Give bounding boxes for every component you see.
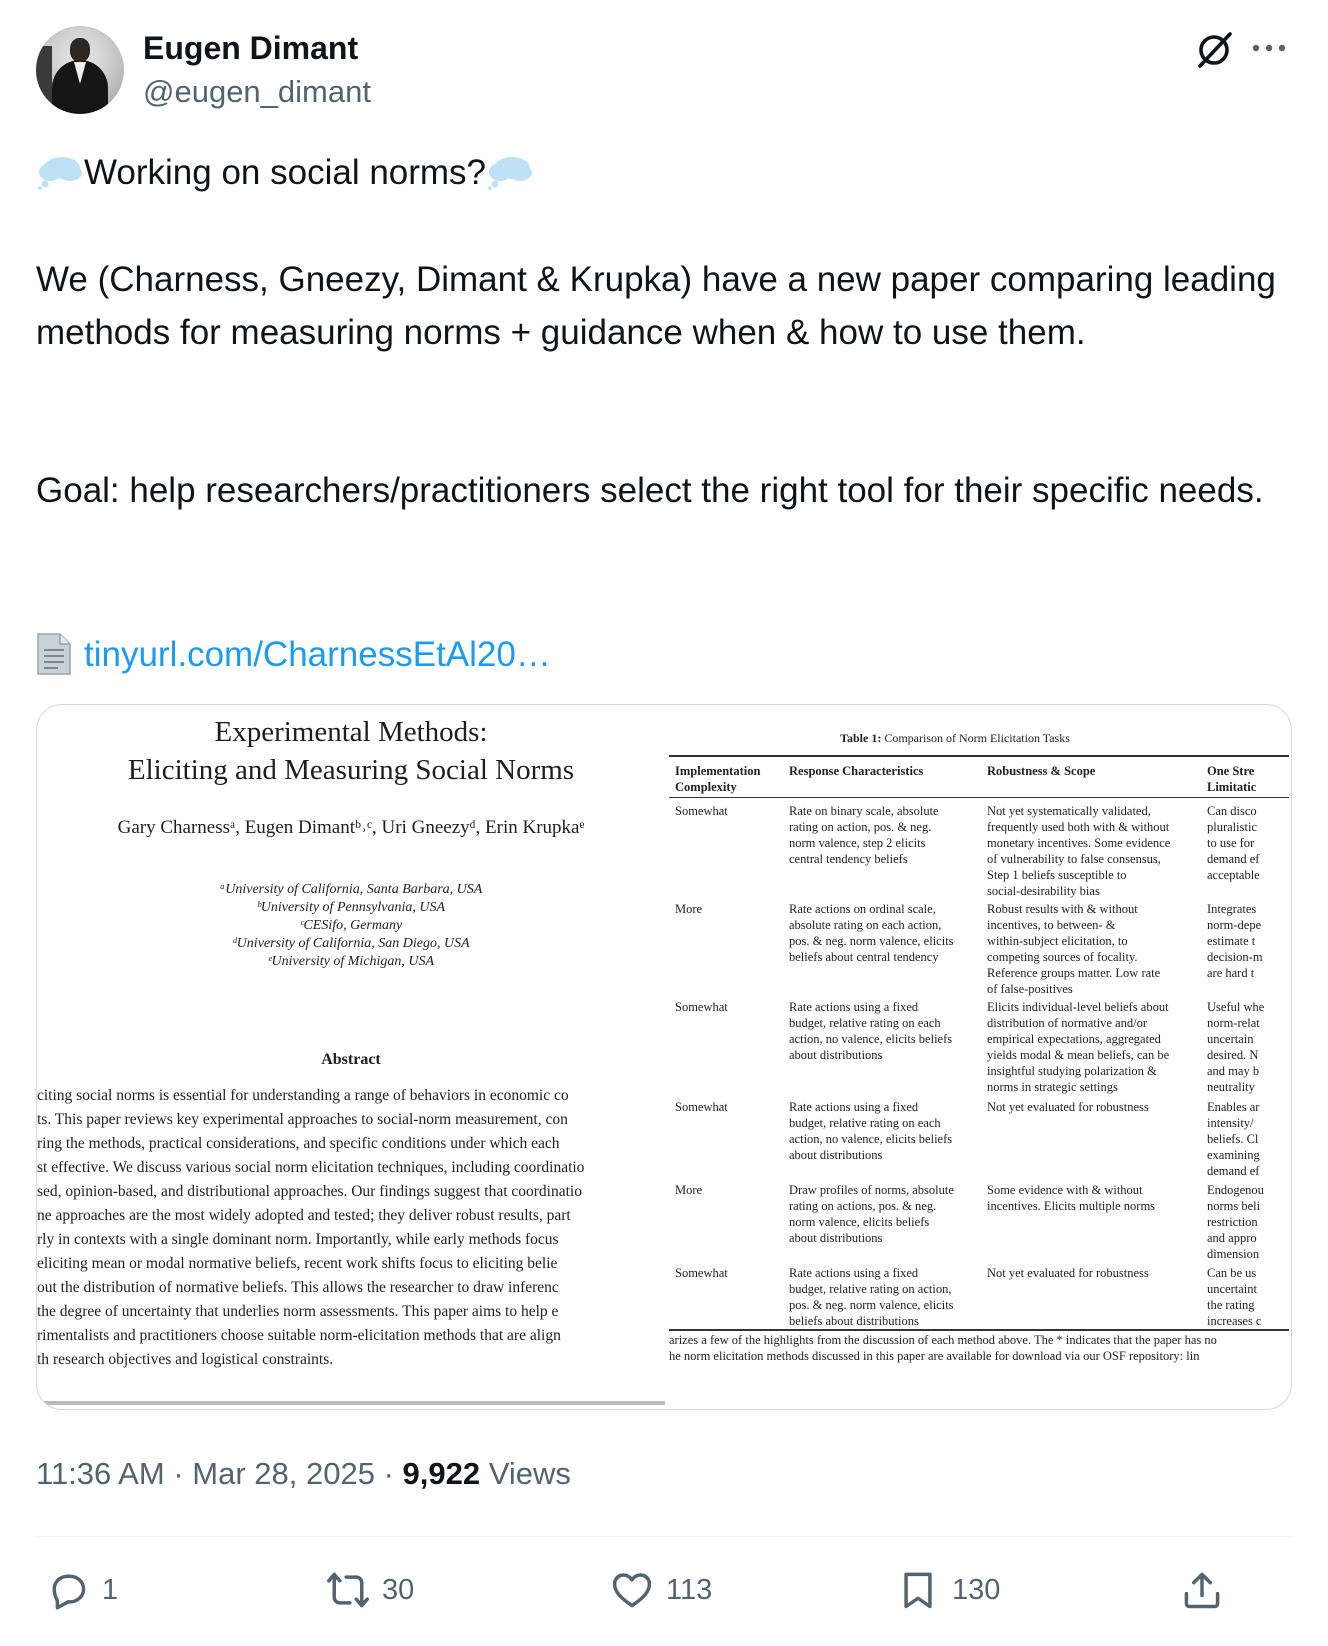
table-header: Robustness & Scope [987, 764, 1096, 778]
like-button[interactable] [610, 1566, 712, 1614]
table-cell: Not yet evaluated for robustness [987, 1266, 1149, 1280]
abstract-line: out the distribution of normative beliefs. This allows the researcher to draw inferenc [37, 1279, 559, 1296]
thought-balloon-icon [486, 154, 534, 190]
table-cell: Integrates norm-depe estimate t decision-m are hard t [1207, 902, 1263, 980]
table-cell: Draw profiles of norms, absolute rating on actions, pos. & neg. norm valence, elicits beliefs about distributions [789, 1183, 954, 1245]
paper-title-line-1: Experimental Methods: [214, 716, 488, 748]
paper-link[interactable] [36, 628, 551, 681]
table-cell: Not yet systematically validated, frequently used both with & without monetary incentives. Some evidence of vulnerability to false consensus, Step 1 beliefs susceptible to social-desirability bias [987, 804, 1171, 898]
abstract-line: th research objectives and logistical constraints. [37, 1351, 334, 1368]
paper-affiliation: ᵈUniversity of California, San Diego, USA [232, 936, 470, 951]
paper-link-text[interactable]: tinyurl.com/CharnessEtAl20… [84, 635, 551, 674]
divider [36, 1536, 1292, 1537]
table-footnote: he norm elicitation methods discussed in this paper are available for download via our OSF repository: lin [669, 1349, 1200, 1363]
views-count: 9,922 [402, 1456, 481, 1491]
paper-affiliation: ᶜCESifo, Germany [299, 918, 403, 933]
tweet-paragraph-2: We (Charness, Gneezy, Dimant & Krupka) have a new paper comparing leading methods for measuring norms + guidance when & how to use them. [36, 260, 1276, 352]
table-cell: Can be us uncertaint the rating increases c [1207, 1266, 1262, 1328]
tweet-date[interactable]: Mar 28, 2025 [192, 1456, 375, 1491]
share-icon [1180, 1568, 1224, 1612]
table-footnote: arizes a few of the highlights from the discussion of each method above. The * indicates that the paper has no [669, 1333, 1217, 1347]
reply-icon [46, 1568, 90, 1612]
table-cell: Enables ar intensity/ beliefs. Cl examining demand ef [1207, 1100, 1260, 1178]
bookmark-button[interactable] [896, 1566, 1000, 1614]
abstract-line: citing social norms is essential for understanding a range of behaviors in economic co [37, 1087, 569, 1104]
table-cell: Rate actions using a fixed budget, relative rating on each action, no valence, elicits beliefs about distributions [789, 1100, 953, 1162]
abstract-line: the degree of uncertainty that underlies norm assessments. This paper aims to help e [37, 1303, 559, 1320]
table-caption: Table 1: Comparison of Norm Elicitation Tasks [840, 731, 1070, 745]
like-count: 113 [666, 1573, 713, 1606]
table-cell: Somewhat [675, 1266, 728, 1280]
paper-affiliation: ᵉUniversity of Michigan, USA [267, 954, 435, 969]
author-handle[interactable]: @eugen_dimant [143, 74, 371, 109]
tweet-line-1 [36, 146, 1298, 199]
abstract-line: st effective. We discuss various social norm elicitation techniques, including coordinatio [37, 1159, 585, 1176]
table-cell: Rate actions on ordinal scale, absolute rating on each action, pos. & neg. norm valence, elicits beliefs about central tendency [789, 902, 954, 964]
abstract-line: rimentalists and practitioners choose suitable norm-elicitation methods that are align [37, 1327, 561, 1344]
abstract-line: rly in contexts with a single dominant norm. Importantly, while early methods focus [37, 1231, 559, 1248]
table-cell: Somewhat [675, 804, 728, 818]
comparison-table [665, 705, 1292, 1410]
table-cell: Rate actions using a fixed budget, relative rating on action, pos. & neg. norm valence, elicits beliefs about distributions [789, 1266, 954, 1328]
abstract-line: ts. This paper reviews key experimental approaches to social-norm measurement, con [37, 1111, 568, 1128]
table-header: Response Characteristics [789, 764, 924, 778]
views-label: Views [488, 1456, 571, 1491]
paper-affiliation: ᵇUniversity of Pennsylvania, USA [256, 900, 446, 915]
paper-authors: Gary Charnessᵃ, Eugen Dimantᵇ˒ᶜ, Uri Gneezyᵈ, Erin Krupkaᵉ [117, 817, 585, 838]
table-cell: Endogenou norms beli restriction and appro dimension [1207, 1183, 1264, 1261]
tweet-headline: Working on social norms? [84, 153, 487, 192]
bookmark-icon [896, 1568, 940, 1612]
document-icon [36, 632, 72, 676]
tweet-meta: 11:36 AM · Mar 28, 2025 · 9,922 Views [36, 1456, 571, 1491]
reply-button[interactable] [46, 1566, 118, 1614]
paper-title-line-2: Eliciting and Measuring Social Norms [127, 754, 575, 786]
avatar[interactable] [36, 26, 124, 114]
table-cell: Rate on binary scale, absolute rating on action, pos. & neg. norm valence, step 2 elicits central tendency beliefs [789, 804, 939, 866]
abstract-line: ne approaches are the most widely adopted and tested; they deliver robust results, part [37, 1207, 571, 1224]
tweet-paragraph-3: Goal: help researchers/practitioners select the right tool for their specific needs. [36, 471, 1264, 510]
table-cell: More [675, 1183, 703, 1197]
table-cell: Elicits individual-level beliefs about distribution of normative and/or empirical expectations, aggregated yields modal & mean beliefs, can be insightful studying polarization & norms in strategic settings [987, 1000, 1170, 1094]
table-cell: More [675, 902, 703, 916]
paper-first-page [37, 705, 665, 1405]
heart-icon [610, 1568, 654, 1612]
author-display-name[interactable]: Eugen Dimant [143, 30, 359, 66]
bookmark-count: 130 [952, 1573, 1001, 1606]
table-cell: Somewhat [675, 1100, 728, 1114]
share-button[interactable] [1180, 1566, 1236, 1614]
grok-icon[interactable] [1194, 30, 1234, 70]
repost-button[interactable] [326, 1566, 414, 1614]
table-cell: Robust results with & without incentives, to between- & within-subject elicitation, to competing sources of focality. Reference groups matter. Low rate of false-positives [987, 902, 1161, 996]
table-header: Implementation Complexity [675, 764, 761, 794]
table-cell: Some evidence with & without incentives. Elicits multiple norms [987, 1183, 1156, 1213]
table-cell: Somewhat [675, 1000, 728, 1014]
abstract-line: sed, opinion-based, and distributional approaches. Our findings suggest that coordinatio [37, 1183, 582, 1200]
abstract-line: eliciting mean or modal normative beliefs, recent work shifts focus to eliciting belie [37, 1255, 558, 1272]
table-header: One Stre Limitatic [1207, 764, 1257, 794]
repost-count: 30 [382, 1573, 415, 1606]
tweet-time[interactable]: 11:36 AM [36, 1456, 165, 1491]
abstract-line: ring the methods, practical considerations, and specific conditions under which each [37, 1135, 560, 1152]
table-cell: Can disco pluralistic to use for demand ef acceptable [1207, 804, 1260, 882]
table-cell: Rate actions using a fixed budget, relative rating on each action, no valence, elicits beliefs about distributions [789, 1000, 953, 1062]
paper-affiliation: ᵃUniversity of California, Santa Barbara, USA [219, 882, 483, 897]
repost-icon [326, 1568, 370, 1612]
media-image[interactable] [36, 704, 1292, 1410]
table-cell: Not yet evaluated for robustness [987, 1100, 1149, 1114]
table-cell: Useful whe norm-relat uncertain desired. N and may b neutrality [1207, 1000, 1265, 1094]
thought-balloon-icon [36, 154, 84, 190]
reply-count: 1 [102, 1573, 119, 1606]
abstract-heading: Abstract [321, 1051, 381, 1068]
more-options-icon[interactable] [1250, 38, 1288, 58]
